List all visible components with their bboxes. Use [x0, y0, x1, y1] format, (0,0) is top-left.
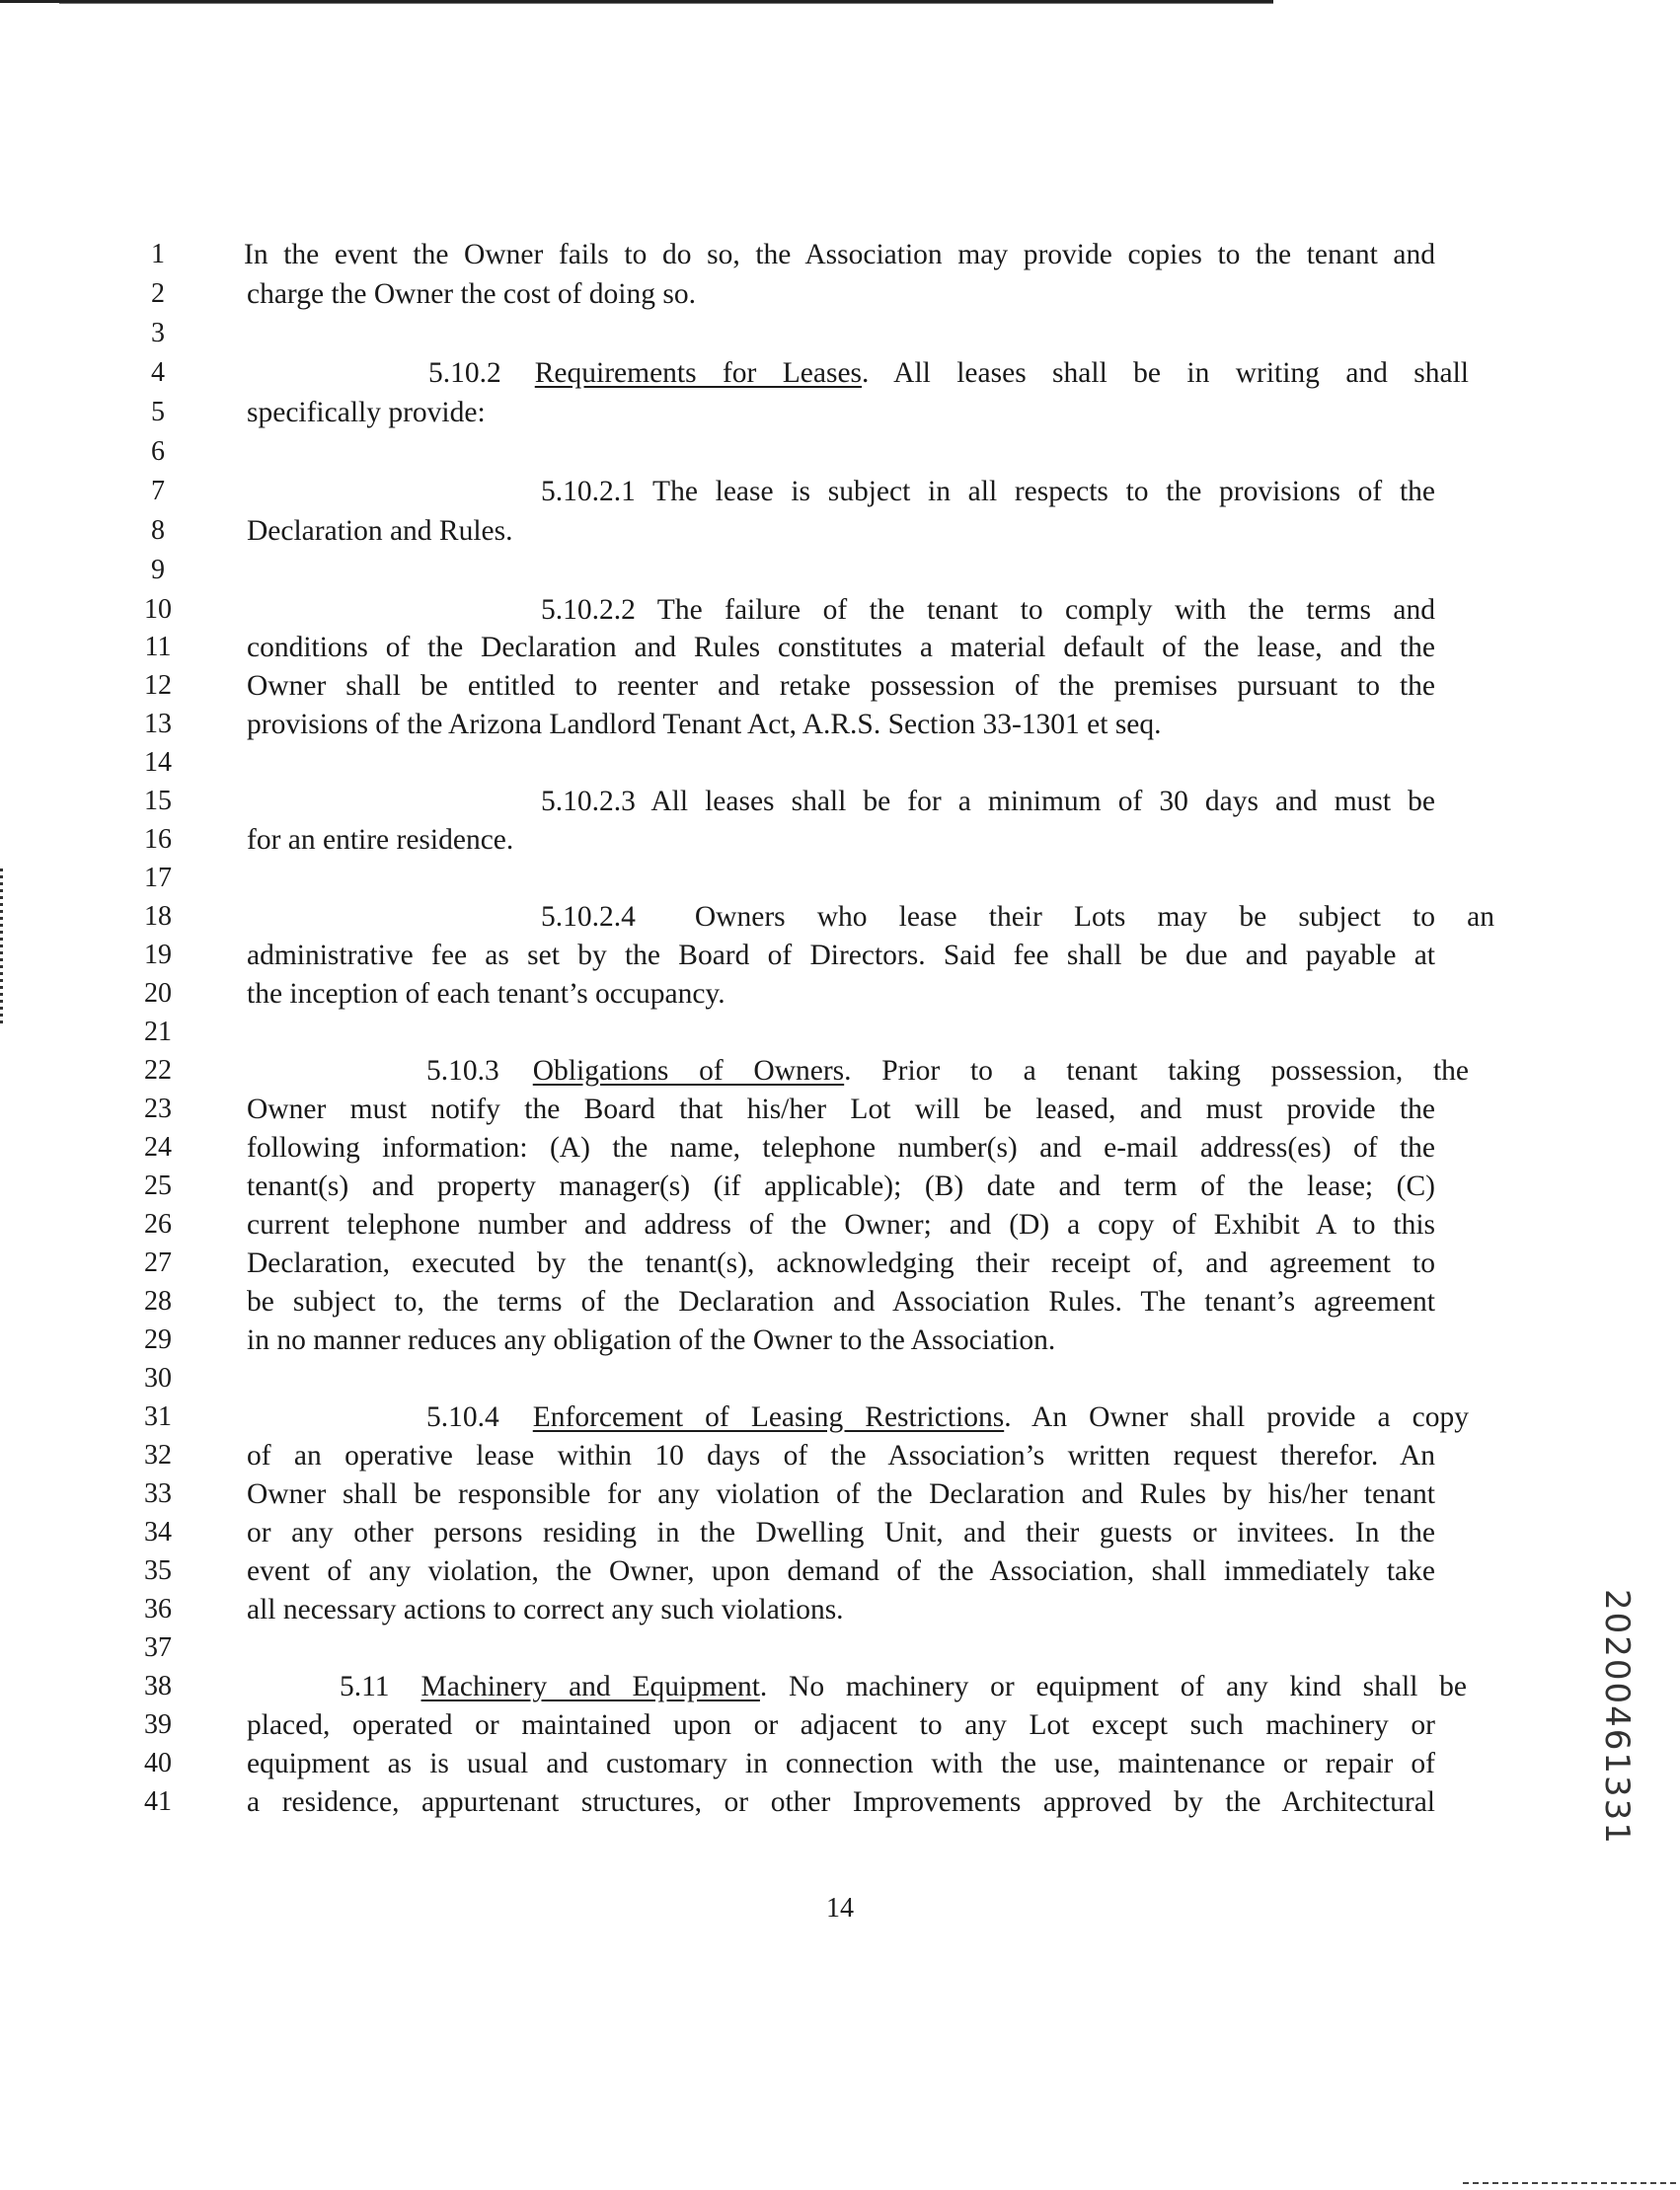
line-number: 4	[151, 357, 165, 388]
line-text: administrative fee as set by the Board of Directors. Said fee shall be due and payable at	[247, 940, 1435, 971]
document-line	[0, 743, 1680, 783]
document-line	[0, 974, 1680, 1014]
text-segment: all necessary actions to correct any such violations.	[247, 1594, 844, 1625]
line-number: 6	[151, 436, 165, 467]
text-segment: Declaration and Rules.	[247, 515, 513, 547]
line-segments	[428, 357, 1469, 389]
line-number: 40	[144, 1748, 172, 1778]
line-number: 29	[144, 1324, 172, 1355]
line-text: 5.10.2.3 All leases shall be for a minimum of 30 days and must be	[541, 786, 1435, 817]
line-number: 1	[151, 239, 165, 269]
line-text	[247, 393, 486, 432]
text-segment: specifically provide:	[247, 397, 486, 428]
document-line	[0, 1667, 1680, 1706]
document-line	[0, 274, 1680, 314]
text-segment: charge the Owner the cost of doing so.	[247, 278, 696, 310]
top-rule-shadow	[59, 3, 1273, 4]
line-number: 34	[144, 1517, 172, 1548]
line-number: 38	[144, 1671, 172, 1701]
line-number: 7	[151, 476, 165, 506]
document-line	[0, 1359, 1680, 1398]
line-number: 35	[144, 1555, 172, 1586]
document-line	[0, 1128, 1680, 1168]
line-segments	[426, 1055, 1469, 1087]
scan-bottom-mark	[1463, 2182, 1680, 2184]
line-segments	[247, 824, 513, 856]
line-segments	[340, 1671, 1467, 1702]
line-number: 21	[144, 1017, 172, 1047]
section-heading: Machinery and Equipment	[420, 1671, 760, 1702]
line-segments	[247, 1594, 844, 1625]
line-text: conditions of the Declaration and Rules constitutes a material default of the lease, and the	[247, 632, 1435, 663]
line-segments	[247, 1324, 1055, 1356]
text-segment: for an entire residence.	[247, 824, 514, 856]
document-line	[0, 859, 1680, 898]
line-text: Owner shall be responsible for any violation of the Declaration and Rules by his/her tenant	[247, 1478, 1435, 1510]
text-segment: 5.11	[340, 1671, 390, 1702]
document-line	[0, 1321, 1680, 1360]
document-line	[0, 1590, 1680, 1629]
line-number: 5	[151, 397, 165, 427]
line-number: 14	[144, 747, 172, 778]
document-line	[0, 1744, 1680, 1783]
line-text	[247, 274, 696, 314]
document-line	[0, 820, 1680, 860]
line-number: 12	[144, 670, 172, 701]
line-text	[247, 974, 725, 1014]
document-line	[0, 936, 1680, 975]
text-segment: the inception of each tenant’s occupancy.	[247, 978, 725, 1010]
line-number: 36	[144, 1594, 172, 1624]
line-number: 19	[144, 940, 172, 970]
line-number: 3	[151, 318, 165, 348]
line-text	[247, 1590, 844, 1629]
document-line	[0, 1436, 1680, 1475]
section-heading: Obligations of Owners	[532, 1055, 845, 1087]
line-text: be subject to, the terms of the Declaration and Association Rules. The tenant’s agreement	[247, 1286, 1435, 1318]
line-number: 16	[144, 824, 172, 855]
line-text: tenant(s) and property manager(s) (if applicable); (B) date and term of the lease; (C)	[247, 1171, 1435, 1202]
line-number: 13	[144, 709, 172, 739]
line-text: In the event the Owner fails to do so, the Association may provide copies to the tenant and	[244, 239, 1435, 270]
recording-number: 20200461331	[1597, 1589, 1637, 1846]
text-segment: . No machinery or equipment of any kind shall be	[759, 1671, 1468, 1702]
line-text: Declaration, executed by the tenant(s), acknowledging their receipt of, and agreement to	[247, 1247, 1435, 1279]
line-number: 39	[144, 1709, 172, 1740]
line-number: 11	[144, 632, 172, 662]
document-line	[0, 1705, 1680, 1745]
line-number: 27	[144, 1247, 172, 1278]
line-number: 8	[151, 515, 165, 546]
line-text: equipment as is usual and customary in connection with the use, maintenance or repair of	[247, 1748, 1435, 1779]
text-segment: 5.10.4	[426, 1401, 499, 1433]
document-line	[0, 235, 1680, 274]
line-number: 9	[151, 555, 165, 585]
text-segment: Owners who lease their Lots may be subject to an	[694, 901, 1494, 933]
line-text: a residence, appurtenant structures, or other Improvements approved by the Architectural	[247, 1786, 1435, 1818]
document-line	[0, 1244, 1680, 1283]
document-line	[0, 1013, 1680, 1052]
text-segment: in no manner reduces any obligation of the Owner to the Association.	[247, 1324, 1056, 1356]
line-number: 28	[144, 1286, 172, 1317]
line-number: 24	[144, 1132, 172, 1163]
text-segment: 5.10.2.4	[541, 901, 636, 933]
line-text	[426, 1397, 1469, 1437]
text-segment: provisions of the Arizona Landlord Tenant Act, A.R.S. Section 33-1301 et seq.	[247, 709, 1162, 740]
document-line	[0, 432, 1680, 472]
document-line	[0, 590, 1680, 630]
line-text: event of any violation, the Owner, upon demand of the Association, shall immediately take	[247, 1555, 1435, 1587]
line-number: 17	[144, 863, 172, 893]
line-number: 2	[151, 278, 165, 309]
line-text	[247, 705, 1162, 744]
line-number: 23	[144, 1094, 172, 1124]
document-line	[0, 1282, 1680, 1322]
document-line	[0, 393, 1680, 432]
line-text	[541, 897, 1494, 937]
document-line	[0, 551, 1680, 590]
line-text: placed, operated or maintained upon or adjacent to any Lot except such machinery or	[247, 1709, 1435, 1741]
line-text	[426, 1051, 1469, 1091]
line-number: 10	[144, 594, 172, 625]
document-line	[0, 1628, 1680, 1668]
document-line	[0, 472, 1680, 511]
line-text	[340, 1667, 1468, 1706]
document-line	[0, 782, 1680, 821]
document-line	[0, 1167, 1680, 1206]
line-segments	[247, 278, 696, 310]
line-segments	[426, 1401, 1469, 1433]
line-text: 5.10.2.1 The lease is subject in all respects to the provisions of the	[541, 476, 1435, 507]
document-line	[0, 1551, 1680, 1591]
line-text: following information: (A) the name, telephone number(s) and e-mail address(es) of the	[247, 1132, 1435, 1164]
document-line	[0, 897, 1680, 937]
text-segment: 5.10.2	[428, 357, 501, 389]
document-line	[0, 1513, 1680, 1552]
line-text: or any other persons residing in the Dwelling Unit, and their guests or invitees. In the	[247, 1517, 1435, 1548]
document-line	[0, 1090, 1680, 1129]
line-segments	[247, 709, 1162, 740]
document-line	[0, 314, 1680, 353]
document-line	[0, 1397, 1680, 1437]
line-text: Owner shall be entitled to reenter and retake possession of the premises pursuant to the	[247, 670, 1435, 702]
document-line	[0, 1051, 1680, 1091]
line-number: 25	[144, 1171, 172, 1201]
document-line	[0, 1474, 1680, 1514]
line-number: 41	[144, 1786, 172, 1817]
text-segment: 5.10.3	[426, 1055, 499, 1087]
line-number: 30	[144, 1363, 172, 1394]
line-number: 22	[144, 1055, 172, 1086]
text-segment: . An Owner shall provide a copy	[1004, 1401, 1469, 1433]
line-number: 33	[144, 1478, 172, 1509]
document-line	[0, 628, 1680, 667]
line-text	[247, 1321, 1055, 1360]
line-number: 18	[144, 901, 172, 932]
line-text: Owner must notify the Board that his/her Lot will be leased, and must provide the	[247, 1094, 1435, 1125]
line-number: 37	[144, 1632, 172, 1663]
line-segments	[541, 901, 1494, 933]
line-number: 32	[144, 1440, 172, 1471]
line-number: 20	[144, 978, 172, 1009]
line-segments	[247, 397, 486, 428]
line-text	[247, 511, 513, 551]
document-line	[0, 1782, 1680, 1822]
page-number: 14	[826, 1893, 854, 1924]
document-line	[0, 705, 1680, 744]
text-segment: . All leases shall be in writing and shall	[862, 357, 1470, 389]
document-line	[0, 353, 1680, 393]
line-segments	[247, 978, 725, 1010]
line-text: of an operative lease within 10 days of the Association’s written request therefor. An	[247, 1440, 1435, 1472]
line-number: 15	[144, 786, 172, 816]
document-line	[0, 511, 1680, 551]
line-text	[428, 353, 1470, 393]
section-heading: Requirements for Leases	[534, 357, 863, 389]
line-text	[247, 820, 513, 860]
line-number: 31	[144, 1401, 172, 1432]
line-segments	[247, 515, 513, 547]
section-heading: Enforcement of Leasing Restrictions	[532, 1401, 1005, 1433]
line-text: 5.10.2.2 The failure of the tenant to comply with the terms and	[541, 594, 1435, 626]
document-line	[0, 666, 1680, 706]
line-text: current telephone number and address of the Owner; and (D) a copy of Exhibit A to this	[247, 1209, 1435, 1241]
text-segment: . Prior to a tenant taking possession, the	[844, 1055, 1469, 1087]
document-line	[0, 1205, 1680, 1245]
line-number: 26	[144, 1209, 172, 1240]
